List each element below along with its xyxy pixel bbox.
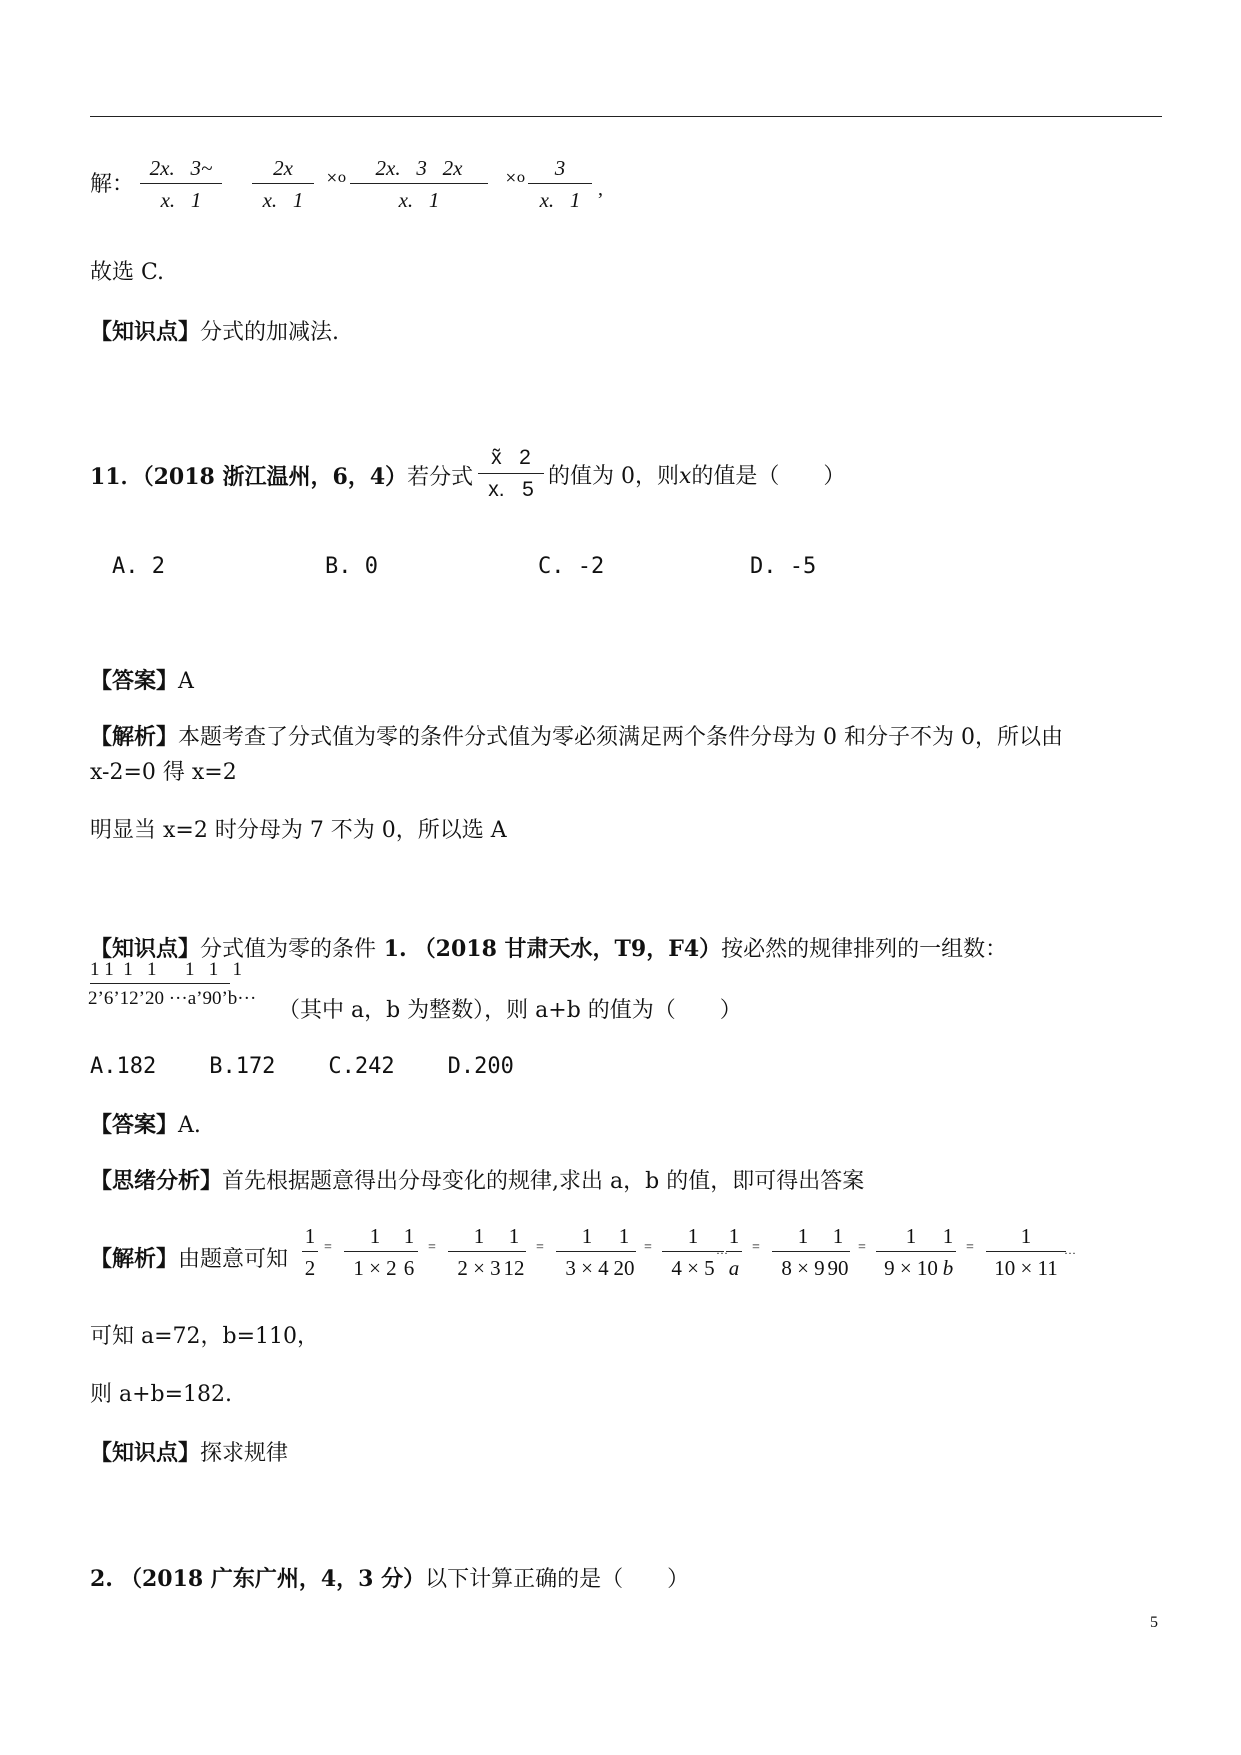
equals-sign: = — [324, 1240, 332, 1255]
sequence-numerators: 1 1 1 1 1 1 1 — [90, 959, 242, 980]
seq-frac-11: 1 9 × 10 — [876, 1224, 946, 1280]
fraction-2: 2x x. 1 — [252, 156, 314, 212]
fraction-1: 2x. 3~ x. 1 — [140, 156, 222, 212]
analysis-line-3: 明显当 x=2 时分母为 7 不为 0，所以选 A — [90, 818, 507, 843]
solution-label: 解： — [90, 172, 135, 197]
question-1-analysis: 【解析】由题意可知 — [90, 1246, 289, 1272]
result-line-2: 则 a+b=182. — [90, 1382, 233, 1407]
seq-frac-1: 1 1 × 2 — [344, 1224, 406, 1280]
seq-frac-5: 1 3 × 4 — [556, 1224, 618, 1280]
result-line-1: 可知 a=72，b=110， — [90, 1324, 320, 1349]
question-11-fraction: x̃ 2 x. 5 — [478, 446, 544, 502]
header-rule — [90, 116, 1162, 117]
option-a: A. 2 — [112, 554, 165, 579]
question-1-stem: 【知识点】分式值为零的条件 1. （2018 甘肃天水，T9，F4）按必然的规律排列的一组数： — [90, 936, 1008, 962]
sequence-denominators: 2’6’12’20 ···a’90’b··· — [88, 988, 257, 1009]
option-c: C. -2 — [538, 554, 605, 579]
page-number: 5 — [1150, 1614, 1158, 1631]
sequence-condition: （其中 a，b 为整数），则 a+b 的值为（ ） — [278, 998, 742, 1023]
seq-frac-3: 1 2 × 3 — [448, 1224, 510, 1280]
seq-frac-4: 1 12 — [503, 1224, 525, 1280]
seq-frac-7: 1 4 × 5 — [662, 1224, 724, 1280]
knowledge-point-2: 【知识点】探求规律 — [90, 1440, 289, 1466]
equals-sign: = — [536, 1240, 544, 1255]
seq-frac-13: 1 10 × 11 — [986, 1224, 1066, 1280]
equals-sign: = — [428, 1240, 436, 1255]
equals-sign: = — [644, 1240, 652, 1255]
seq-frac-8: 1 a — [726, 1224, 742, 1280]
seq-frac-10: 1 90 — [827, 1224, 849, 1280]
sequence-bar — [90, 983, 230, 984]
option-b: B. 0 — [325, 554, 378, 579]
comma: , — [598, 178, 603, 200]
equals-sign: = — [752, 1240, 760, 1255]
analysis-line-2: x-2=0 得 x=2 — [90, 760, 237, 785]
question-1-options: A.182 B.172 C.242 D.200 — [90, 1054, 514, 1079]
idea-analysis: 【思绪分析】首先根据题意得出分母变化的规律,求出 a，b 的值，即可得出答案 — [90, 1168, 865, 1194]
seq-frac-6: 1 20 — [613, 1224, 635, 1280]
analysis-line-1: 【解析】本题考查了分式值为零的条件分式值为零必须满足两个条件分母为 0 和分子不为 0，所以由 — [90, 724, 1063, 750]
seq-frac-0: 1 2 — [302, 1224, 318, 1280]
equals-sign: = — [858, 1240, 866, 1255]
question-2-stem: 2. （2018 广东广州，4，3 分）以下计算正确的是（ ） — [90, 1566, 690, 1592]
seq-frac-2: 1 6 — [400, 1224, 418, 1280]
equals-sign: = — [966, 1240, 974, 1255]
symbol-1: ×ο — [326, 170, 347, 186]
fraction-4: 3 x. 1 — [528, 156, 592, 212]
question-1-answer: 【答案】A. — [90, 1112, 201, 1138]
symbol-2: ×ο — [505, 170, 526, 186]
seq-frac-9: 1 8 × 9 — [772, 1224, 834, 1280]
option-d: D. -5 — [750, 554, 817, 579]
question-11-stem-tail: 的值为 0，则x的值是（ ） — [548, 464, 846, 489]
question-11-stem: 11．（2018 浙江温州，6，4）若分式 — [90, 464, 474, 490]
knowledge-point: 【知识点】分式的加减法. — [90, 319, 340, 345]
ellipsis: ··· — [716, 1246, 728, 1260]
fraction-3: 2x. 3 2x x. 1 — [350, 156, 488, 212]
ellipsis: ··· — [1064, 1246, 1076, 1260]
answer: 【答案】A — [90, 668, 194, 694]
seq-frac-12: 1 b — [940, 1224, 956, 1280]
choose-answer: 故选 C. — [90, 260, 165, 285]
